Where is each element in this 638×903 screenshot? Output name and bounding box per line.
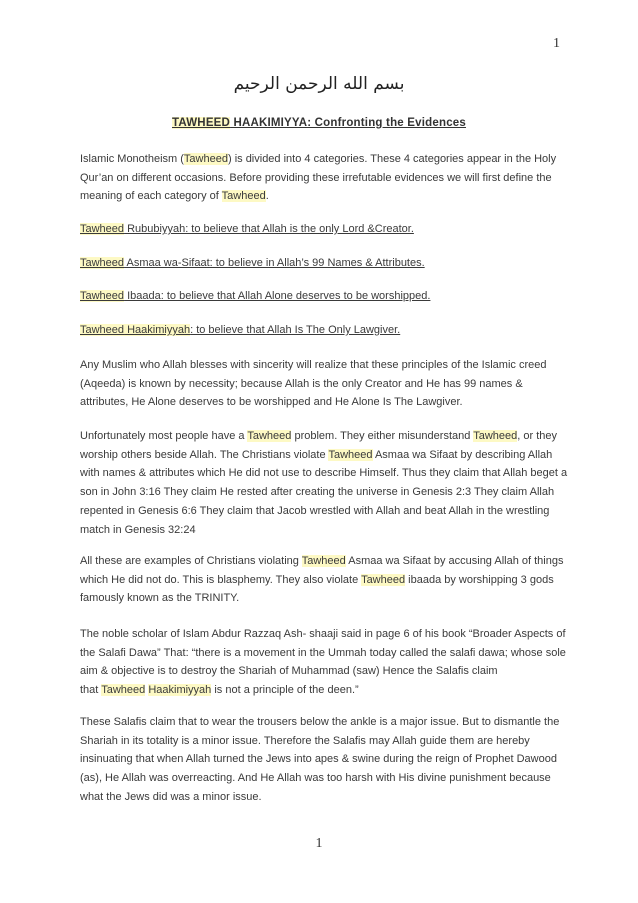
title-text: HAAKIMIYYA: Confronting the Evidences — [230, 117, 466, 129]
text: Asmaa wa-Sifaat: to believe in Allah’s 99 Names & Attributes. — [124, 257, 425, 269]
definition-ibaada — [80, 290, 430, 302]
definition-rububiyyah — [80, 223, 414, 235]
highlight: Tawheed — [80, 257, 125, 269]
highlight: Haakimiyyah — [148, 684, 212, 697]
highlight: Tawheed — [80, 324, 125, 336]
text: that — [80, 684, 102, 697]
highlight: Haakimiyyah — [124, 324, 191, 336]
highlight: Tawheed — [221, 190, 266, 203]
highlight: Tawheed — [473, 430, 518, 442]
text: is not a principle of the deen.” — [211, 684, 359, 697]
text: The noble scholar of Islam Abdur Razzaq Ash- shaaji said in page 6 of his book “Broader Aspects of the Salafi Dawa” That: “there is a movement in the Ummah today called the salafi dawa; whose sole aim & objective is to destroy the Shariah of Muhammad (saw) Hence the Salafis claim — [80, 628, 566, 678]
highlight: Tawheed — [183, 153, 228, 165]
text: : to believe that Allah Is The Only Lawgiver. — [190, 324, 401, 336]
text: Asmaa wa Sifaat by describing Allah with names & attributes which He did not use to describe Himself. Thus they claim that Allah beget a son in John 3:16 They claim He rested after creating the universe in Genesis 2:3 They claim Allah repented in Genesis 6:6 They claim that Jacob wrestled with Allah and beat Allah in the wrestling match in Genesis 32:24 — [80, 448, 568, 536]
text: All these are examples of Christians violating — [80, 555, 302, 567]
text: problem. They either misunderstand — [291, 430, 474, 442]
highlight: Tawheed — [361, 573, 406, 586]
highlight: Tawheed — [101, 684, 146, 697]
paragraph-aqeeda: Any Muslim who Allah blesses with sincerity will realize that these principles of the Islamic creed (Aqeeda) is known by necessity; because Allah is the only Creator and He has 99 names & attributes, He Alone deserves to be worshipped and He Alone Is The Lawgiver. — [80, 359, 547, 409]
text: Unfortunately most people have a — [80, 430, 248, 442]
bismillah-heading: بسم الله الرحمن الرحيم — [233, 74, 405, 94]
paragraph-examples — [80, 552, 570, 608]
highlight: Tawheed — [80, 223, 125, 235]
text: ) is divided into 4 categories. These 4 categories appear in the Holy Qur’an on different occasions. Before providing these irrefutable evidences we will first define the meaning of each category of — [80, 153, 557, 203]
highlight: Tawheed — [247, 430, 292, 442]
highlight: Tawheed — [301, 555, 346, 567]
definition-haakimiyyah — [80, 324, 400, 336]
text: , or they worship others beside Allah. The Christians violate — [80, 430, 558, 461]
title-highlight: TAWHEED — [172, 117, 231, 129]
intro-paragraph — [80, 150, 570, 206]
definition-asmaa-wa-sifaat — [80, 257, 425, 269]
text: Rububiyyah: to believe that Allah is the only Lord &Creator. — [124, 223, 414, 235]
text: Ibaada: to believe that Allah Alone deserves to be worshipped. — [124, 290, 431, 302]
document-title — [0, 117, 638, 129]
text: ibaada by worshipping 3 gods famously known as the TRINITY. — [80, 573, 554, 605]
highlight: Tawheed — [328, 448, 373, 461]
text: . — [265, 190, 269, 203]
page-number-bottom: 1 — [315, 836, 323, 851]
text: Islamic Monotheism ( — [80, 153, 184, 165]
paragraph-tawheed-problem — [80, 427, 570, 539]
text: Asmaa wa Sifaat by accusing Allah of things which He did not do. This is blasphemy. They also violate — [80, 555, 564, 586]
page-number-top: 1 — [553, 36, 560, 51]
paragraph-scholar-quote — [80, 625, 570, 700]
highlight: Tawheed — [80, 290, 125, 302]
paragraph-salafis: These Salafis claim that to wear the trousers below the ankle is a major issue. But to dismantle the Shariah in its totality is a minor issue. Therefore the Salafis may Allah guide them are hereby insinuating that when Allah turned the Jews into apes & swine during the reign of Prophet Dawood (as), He Allah was overreacting. And He Allah was too harsh with His divine punishment because what the Jews did was a minor issue. — [80, 716, 560, 803]
